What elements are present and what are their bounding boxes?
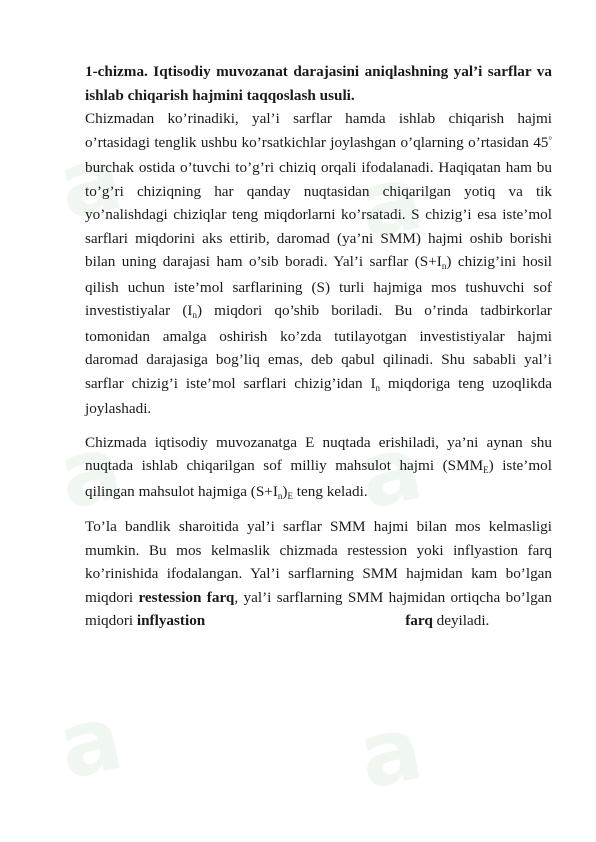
watermark-logo: a	[349, 694, 431, 811]
watermark-logo: a	[349, 414, 431, 531]
document-page	[85, 60, 552, 643]
watermark-logo: a	[49, 414, 131, 531]
watermark-logo: a	[349, 144, 431, 261]
paragraph-3: To’la bandlik sharoitida yal’i sarflar SMM hajmi bilan mos kelmasligi mumkin. Bu mos kelmaslik chizmada restession yoki inflyastion farq ko’rinishida ifodalangan. Yal’i sarflarning SMM hajmidan kam bo’lgan miqdori restession farq, yal’i sarflarning SMM hajmidan ortiqcha bo’lgan miqdori inflyastion farq deyiladi.	[85, 518, 553, 629]
watermark-logo: a	[49, 684, 131, 801]
paragraph-1: Chizmadan ko’rinadiki, yal’i sarflar hamda ishlab chiqarish hajmi o’rtasidagi tenglik ushbu ko’rsatkichlar joylashgan o’qlarning o’rtasidan 45° burchak ostida o’tuvchi to’g’ri chiziq orqali ifodalanadi. Haqiqatan ham bu to’g’ri chiziqning har qanday nuqtasidan chiqarilgan yotiq va tik yo’nalishdagi chiziqlar teng miqdorlarni ko’rsatadi. S chizig’i esa iste’mol sarflari miqdorini aks ettirib, daromad (ya’ni SMM) hajmi oshib borishi bilan uning darajasi ham o’sib boradi. Yal’i sarflar $(S+I_n)$ chizig’ini hosil qilish uchun iste’mol sarflarining (S) turli hajmiga mos tushuvchi sof investistiyalar $(I_n)$ miqdori qo’shib boriladi. Bu o’rinda tadbirkorlar tomonidan amalga oshirish ko’zda tutilayotgan investistiyalar hajmi daromad darajasiga bog’liq emas, deb qabul qilinadi. Shu sababli yal’i sarflar chizig’i iste’mol sarflari chizig’idan $I_n$ miqdoriga teng uzoqlikda joylashadi.	[85, 110, 553, 417]
figure-caption: 1-chizma. Iqtisodiy muvozanat darajasini aniqlashning yal’i sarflar va ishlab chiqarish hajmini taqqoslash usuli.	[85, 63, 552, 104]
watermark-logo: a	[49, 124, 131, 241]
paragraph-2: Chizmada iqtisodiy muvozanatga E nuqtada erishiladi, ya’ni aynan shu nuqtada ishlab chiqarilgan sof milliy mahsulot hajmi $(SMM_E)$ iste’mol qilingan mahsulot hajmiga $(S+I_n)_E$ teng keladi.	[85, 433, 552, 501]
